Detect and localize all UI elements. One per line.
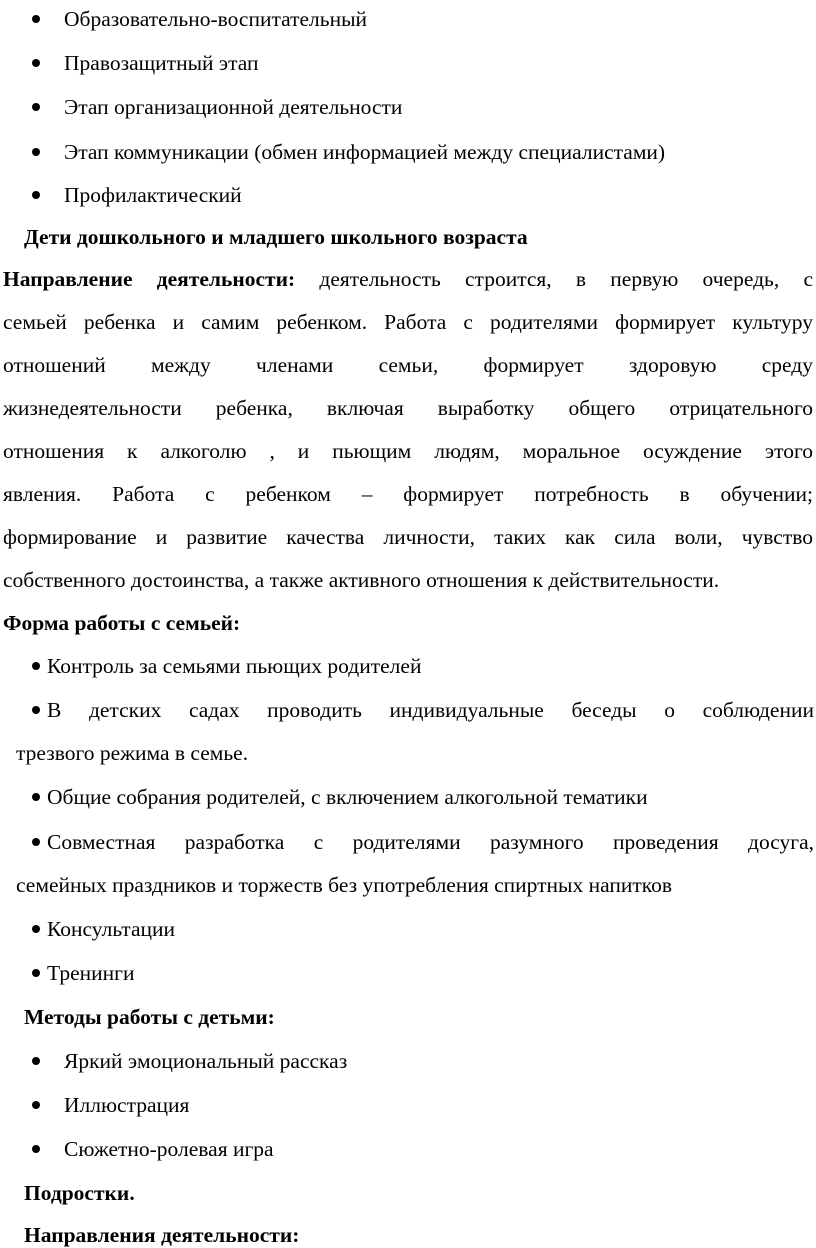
children-item: Сюжетно-ролевая игра xyxy=(64,1137,274,1161)
paragraph-line: отношений между членами семьи, формирует здоровую среду xyxy=(3,353,813,377)
family-item-cont: семейных праздников и торжеств без употребления спиртных напитков xyxy=(16,873,673,897)
children-item: Иллюстрация xyxy=(64,1093,190,1117)
bullet-icon xyxy=(32,1057,40,1065)
paragraph-line: жизнедеятельности ребенка, включая выработку общего отрицательного xyxy=(3,396,813,420)
section-heading-teens xyxy=(24,1180,135,1206)
bullet-icon xyxy=(32,103,40,111)
bullet-icon xyxy=(32,148,40,156)
section-heading-preschool xyxy=(24,224,528,250)
paragraph-line: семьей ребенка и самим ребенком. Работа с родителями формирует культуру xyxy=(3,310,813,334)
paragraph-line: формирование и развитие качества личности, таких как сила воли, чувство xyxy=(3,525,813,549)
list1-item: Образовательно-воспитательный xyxy=(64,7,368,31)
list1-item: Этап организационной деятельности xyxy=(64,95,403,119)
family-item: Тренинги xyxy=(47,961,135,985)
bullet-icon xyxy=(32,1101,40,1109)
family-item: В детских садах проводить индивидуальные беседы о соблюдении xyxy=(47,698,814,722)
bullet-icon xyxy=(32,191,40,199)
bullet-icon xyxy=(32,1145,40,1153)
list1-item: Правозащитный этап xyxy=(64,51,259,75)
family-item: Совместная разработка с родителями разумного проведения досуга, xyxy=(47,830,814,854)
list1-item: Этап коммуникации (обмен информацией между специалистами) xyxy=(64,140,666,164)
paragraph-line xyxy=(3,266,813,292)
heading-text: Форма работы с семьей: xyxy=(3,611,241,635)
paragraph-line: явления. Работа с ребенком – формирует потребность в обучении; xyxy=(3,482,813,506)
section-heading-family xyxy=(3,610,240,636)
bullet-icon xyxy=(32,15,40,23)
heading-text: Подростки. xyxy=(24,1181,135,1205)
paragraph-line: отношения к алкоголю , и пьющим людям, моральное осуждение этого xyxy=(3,439,813,463)
bullet-icon xyxy=(32,59,40,67)
list1-item: Профилактический xyxy=(64,183,242,207)
bullet-icon xyxy=(32,662,40,670)
bullet-icon xyxy=(32,706,40,714)
children-item: Яркий эмоциональный рассказ xyxy=(64,1049,348,1073)
bullet-icon xyxy=(32,838,40,846)
family-item: Консультации xyxy=(47,917,176,941)
direction-label: Направление деятельности: xyxy=(3,267,296,291)
bullet-icon xyxy=(32,925,40,933)
section-heading-children xyxy=(24,1004,275,1030)
direction-text: деятельность строится, в первую очередь, с xyxy=(319,267,814,291)
paragraph-line: собственного достоинства, а также активного отношения к действительности. xyxy=(3,568,720,592)
bullet-icon xyxy=(32,793,40,801)
family-item: Общие собрания родителей, с включением алкогольной тематики xyxy=(47,785,648,809)
section-heading-teens-direction xyxy=(24,1222,299,1248)
heading-text: Методы работы с детьми: xyxy=(24,1005,275,1029)
heading-text: Дети дошкольного и младшего школьного возраста xyxy=(24,225,528,249)
bullet-icon xyxy=(32,969,40,977)
family-item-cont: трезвого режима в семье. xyxy=(16,741,249,765)
heading-text: Направления деятельности: xyxy=(24,1223,300,1247)
family-item: Контроль за семьями пьющих родителей xyxy=(47,654,422,678)
